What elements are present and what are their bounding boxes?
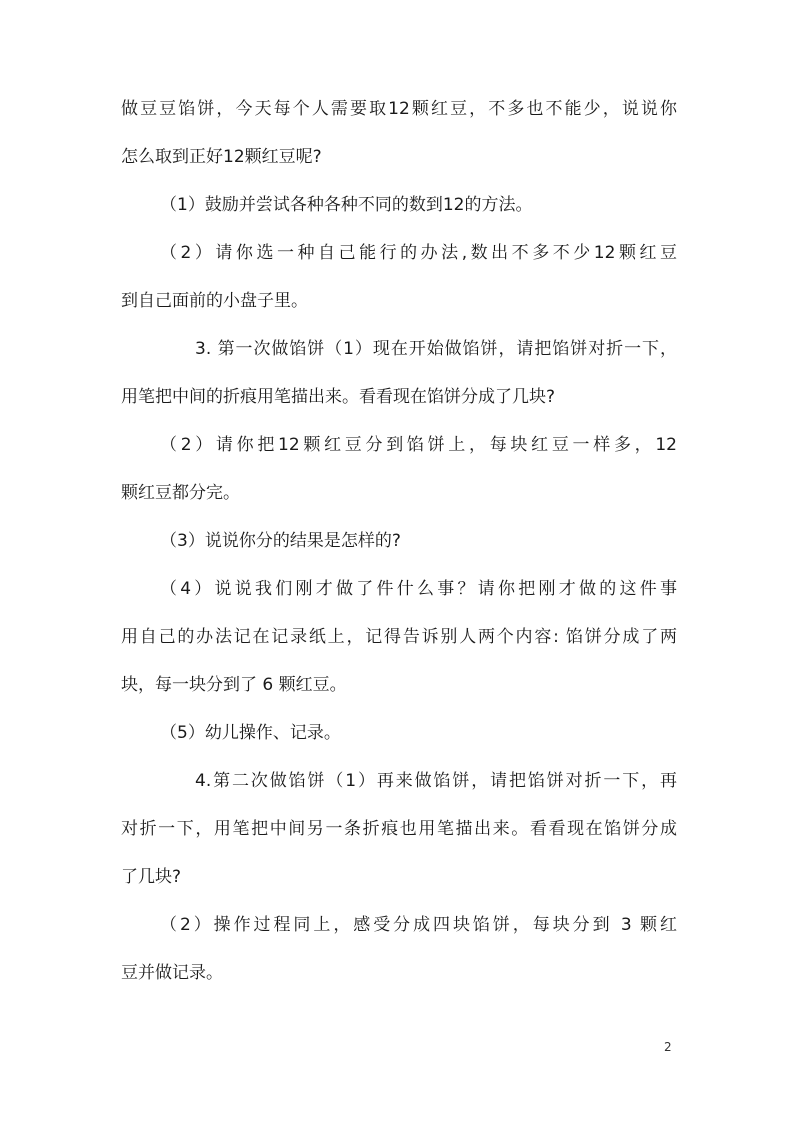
text-line: （5）幼儿操作、记录。 xyxy=(160,723,341,743)
text-line: 块，每一块分到了 6 颗红豆。 xyxy=(121,675,347,695)
text-line: 了几块? xyxy=(121,867,182,887)
page-number: 2 xyxy=(664,1040,672,1054)
text-line: 对折一下，用笔把中间另一条折痕也用笔描出来。看看现在馅饼分成 xyxy=(121,819,677,839)
text-line: （1）鼓励并尝试各种各种不同的数到12的方法。 xyxy=(160,195,533,215)
text-line: 到自己面前的小盘子里。 xyxy=(121,291,308,311)
text-line: 4.第二次做馅饼（1）再来做馅饼，请把馅饼对折一下，再 xyxy=(195,771,677,791)
text-line: （4）说说我们刚才做了件什么事？请你把刚才做的这件事 xyxy=(160,579,677,599)
text-line: 怎么取到正好12颗红豆呢? xyxy=(121,147,322,167)
text-line: 用自己的办法记在记录纸上，记得告诉别人两个内容: 馅饼分成了两 xyxy=(121,627,677,647)
text-line: （3）说说你分的结果是怎样的? xyxy=(160,531,401,551)
text-line: 用笔把中间的折痕用笔描出来。看看现在馅饼分成了几块? xyxy=(121,387,556,407)
text-line: （2）请你把12颗红豆分到馅饼上，每块红豆一样多，12 xyxy=(160,435,677,455)
text-line: 做豆豆馅饼，今天每个人需要取12颗红豆，不多也不能少，说说你 xyxy=(121,99,677,119)
text-line: 豆并做记录。 xyxy=(121,963,223,983)
text-line: （2）操作过程同上，感受分成四块馅饼，每块分到 3 颗红 xyxy=(160,915,677,935)
text-line: 颗红豆都分完。 xyxy=(121,483,240,503)
text-line: （2）请你选一种自己能行的办法,数出不多不少12颗红豆 xyxy=(160,243,677,263)
text-line: 3. 第一次做馅饼（1）现在开始做馅饼，请把馅饼对折一下， xyxy=(195,339,677,359)
